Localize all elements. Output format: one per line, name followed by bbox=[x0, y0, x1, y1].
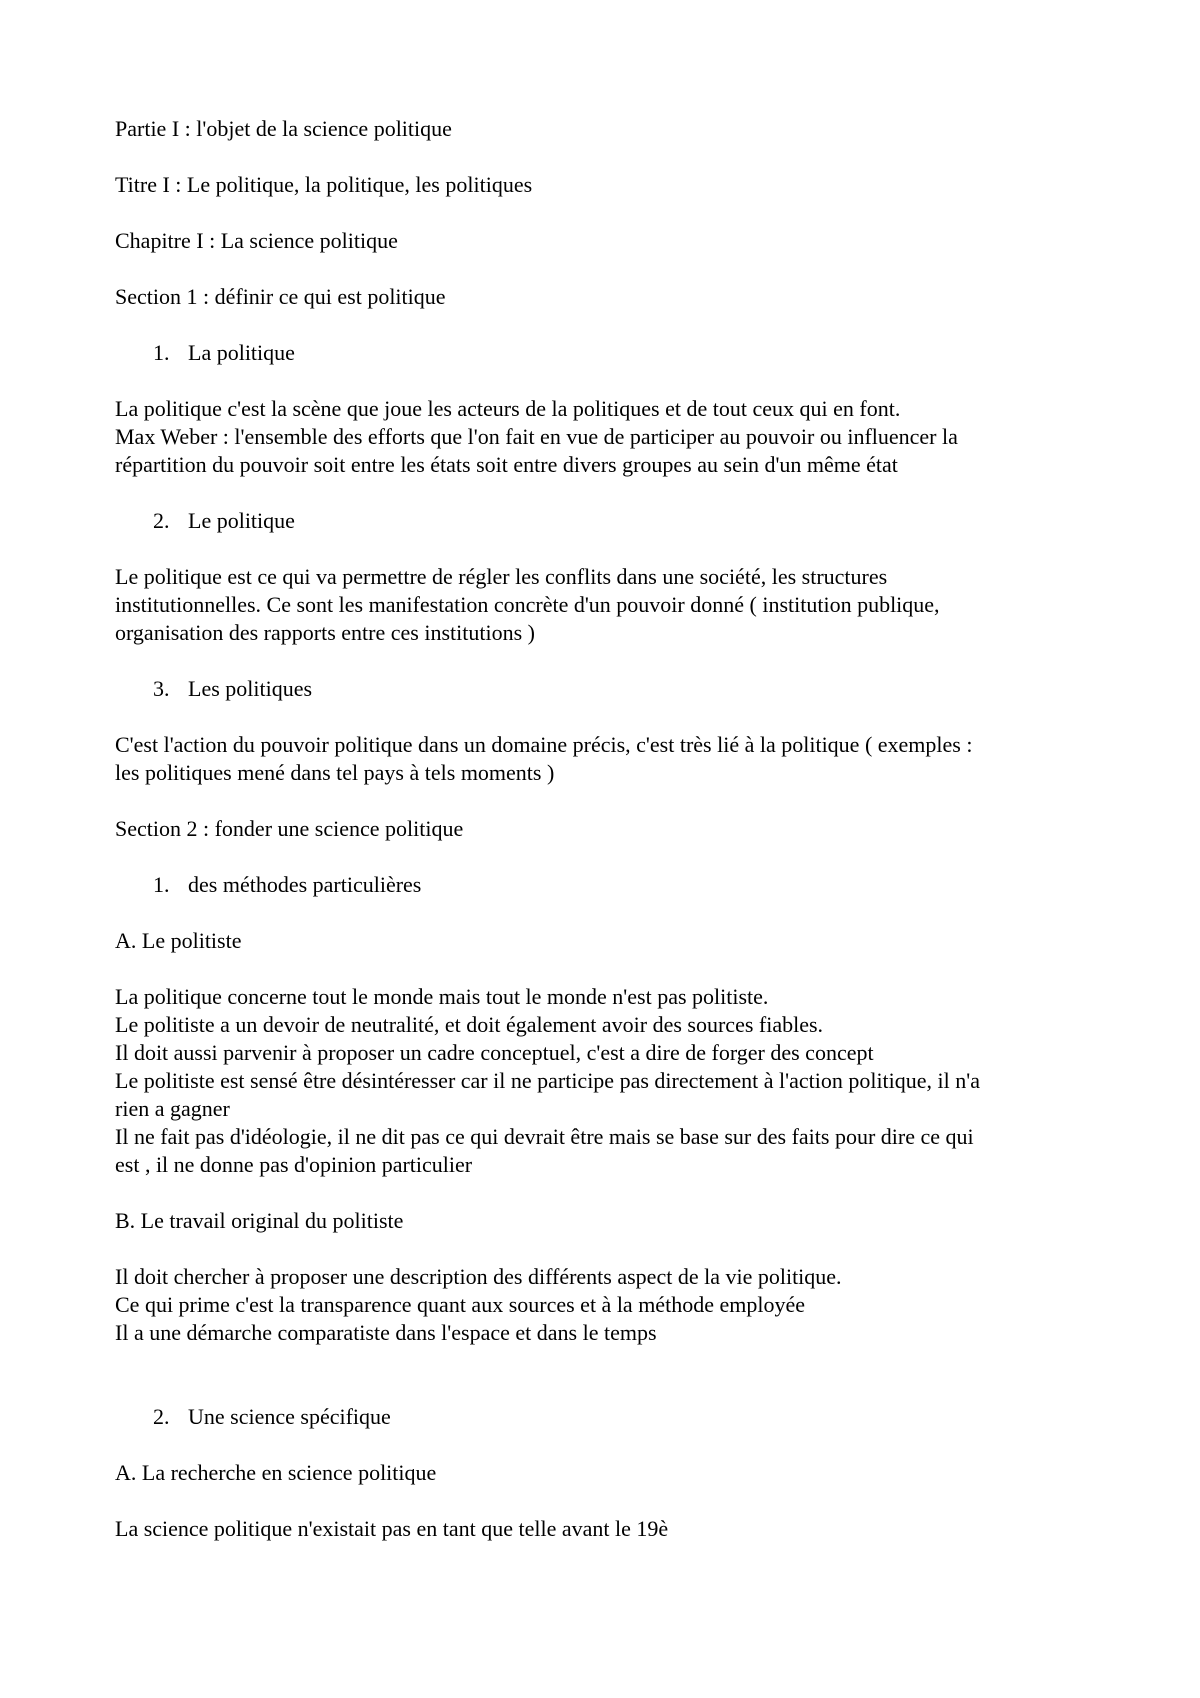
list-label: Une science spécifique bbox=[188, 1404, 391, 1429]
text-line: Il ne fait pas d'idéologie, il ne dit pas ce qui devrait être mais se base sur des faits pour dire ce qui bbox=[115, 1124, 974, 1149]
title-heading: Titre I : Le politique, la politique, les politiques bbox=[115, 172, 533, 197]
list-label: Les politiques bbox=[188, 676, 313, 701]
text-line: répartition du pouvoir soit entre les états soit entre divers groupes au sein d'un même état bbox=[115, 452, 898, 477]
text-line: Le politique est ce qui va permettre de régler les conflits dans une société, les structures bbox=[115, 564, 888, 589]
text-line: Ce qui prime c'est la transparence quant aux sources et à la méthode employée bbox=[115, 1292, 805, 1317]
list-item bbox=[115, 871, 1095, 899]
part-heading: Partie I : l'objet de la science politique bbox=[115, 116, 452, 141]
subheading-b: B. Le travail original du politiste bbox=[115, 1208, 404, 1233]
list-number: 2. bbox=[153, 1404, 170, 1429]
section-2-heading: Section 2 : fonder une science politique bbox=[115, 816, 464, 841]
subheading-a2: A. La recherche en science politique bbox=[115, 1460, 437, 1485]
text-line: est , il ne donne pas d'opinion particulier bbox=[115, 1152, 473, 1177]
list-item bbox=[115, 1403, 1095, 1431]
list-label: La politique bbox=[188, 340, 295, 365]
list-number: 1. bbox=[153, 872, 170, 897]
text-line: Le politiste a un devoir de neutralité, et doit également avoir des sources fiables. bbox=[115, 1012, 824, 1037]
paragraph bbox=[115, 983, 1095, 1179]
text-line: Il doit aussi parvenir à proposer un cadre conceptuel, c'est a dire de forger des concept bbox=[115, 1040, 874, 1065]
paragraph bbox=[115, 395, 1095, 479]
text-line: Il a une démarche comparatiste dans l'espace et dans le temps bbox=[115, 1320, 657, 1345]
text-line: La politique c'est la scène que joue les acteurs de la politiques et de tout ceux qui en font. bbox=[115, 396, 901, 421]
text-line: La politique concerne tout le monde mais tout le monde n'est pas politiste. bbox=[115, 984, 769, 1009]
paragraph bbox=[115, 1263, 1095, 1347]
chapter-heading: Chapitre I : La science politique bbox=[115, 228, 398, 253]
text-line: Il doit chercher à proposer une description des différents aspect de la vie politique. bbox=[115, 1264, 842, 1289]
list-number: 1. bbox=[153, 340, 170, 365]
list-number: 2. bbox=[153, 508, 170, 533]
text-line: La science politique n'existait pas en tant que telle avant le 19è bbox=[115, 1516, 669, 1541]
document-body bbox=[115, 115, 1095, 1543]
list-item bbox=[115, 507, 1095, 535]
list-item bbox=[115, 675, 1095, 703]
paragraph bbox=[115, 731, 1095, 787]
paragraph bbox=[115, 563, 1095, 647]
text-line: organisation des rapports entre ces institutions ) bbox=[115, 620, 535, 645]
text-line: C'est l'action du pouvoir politique dans un domaine précis, c'est très lié à la politique ( exemples : bbox=[115, 732, 973, 757]
text-line: institutionnelles. Ce sont les manifestation concrète d'un pouvoir donné ( institution publique, bbox=[115, 592, 940, 617]
subheading-a: A. Le politiste bbox=[115, 928, 242, 953]
list-item bbox=[115, 339, 1095, 367]
section-1-heading: Section 1 : définir ce qui est politique bbox=[115, 284, 446, 309]
list-number: 3. bbox=[153, 676, 170, 701]
text-line: rien a gagner bbox=[115, 1096, 230, 1121]
list-label: des méthodes particulières bbox=[188, 872, 422, 897]
text-line: Max Weber : l'ensemble des efforts que l'on fait en vue de participer au pouvoir ou influencer la bbox=[115, 424, 958, 449]
list-label: Le politique bbox=[188, 508, 295, 533]
text-line: Le politiste est sensé être désintéresser car il ne participe pas directement à l'action politique, il n'a bbox=[115, 1068, 980, 1093]
text-line: les politiques mené dans tel pays à tels moments ) bbox=[115, 760, 555, 785]
